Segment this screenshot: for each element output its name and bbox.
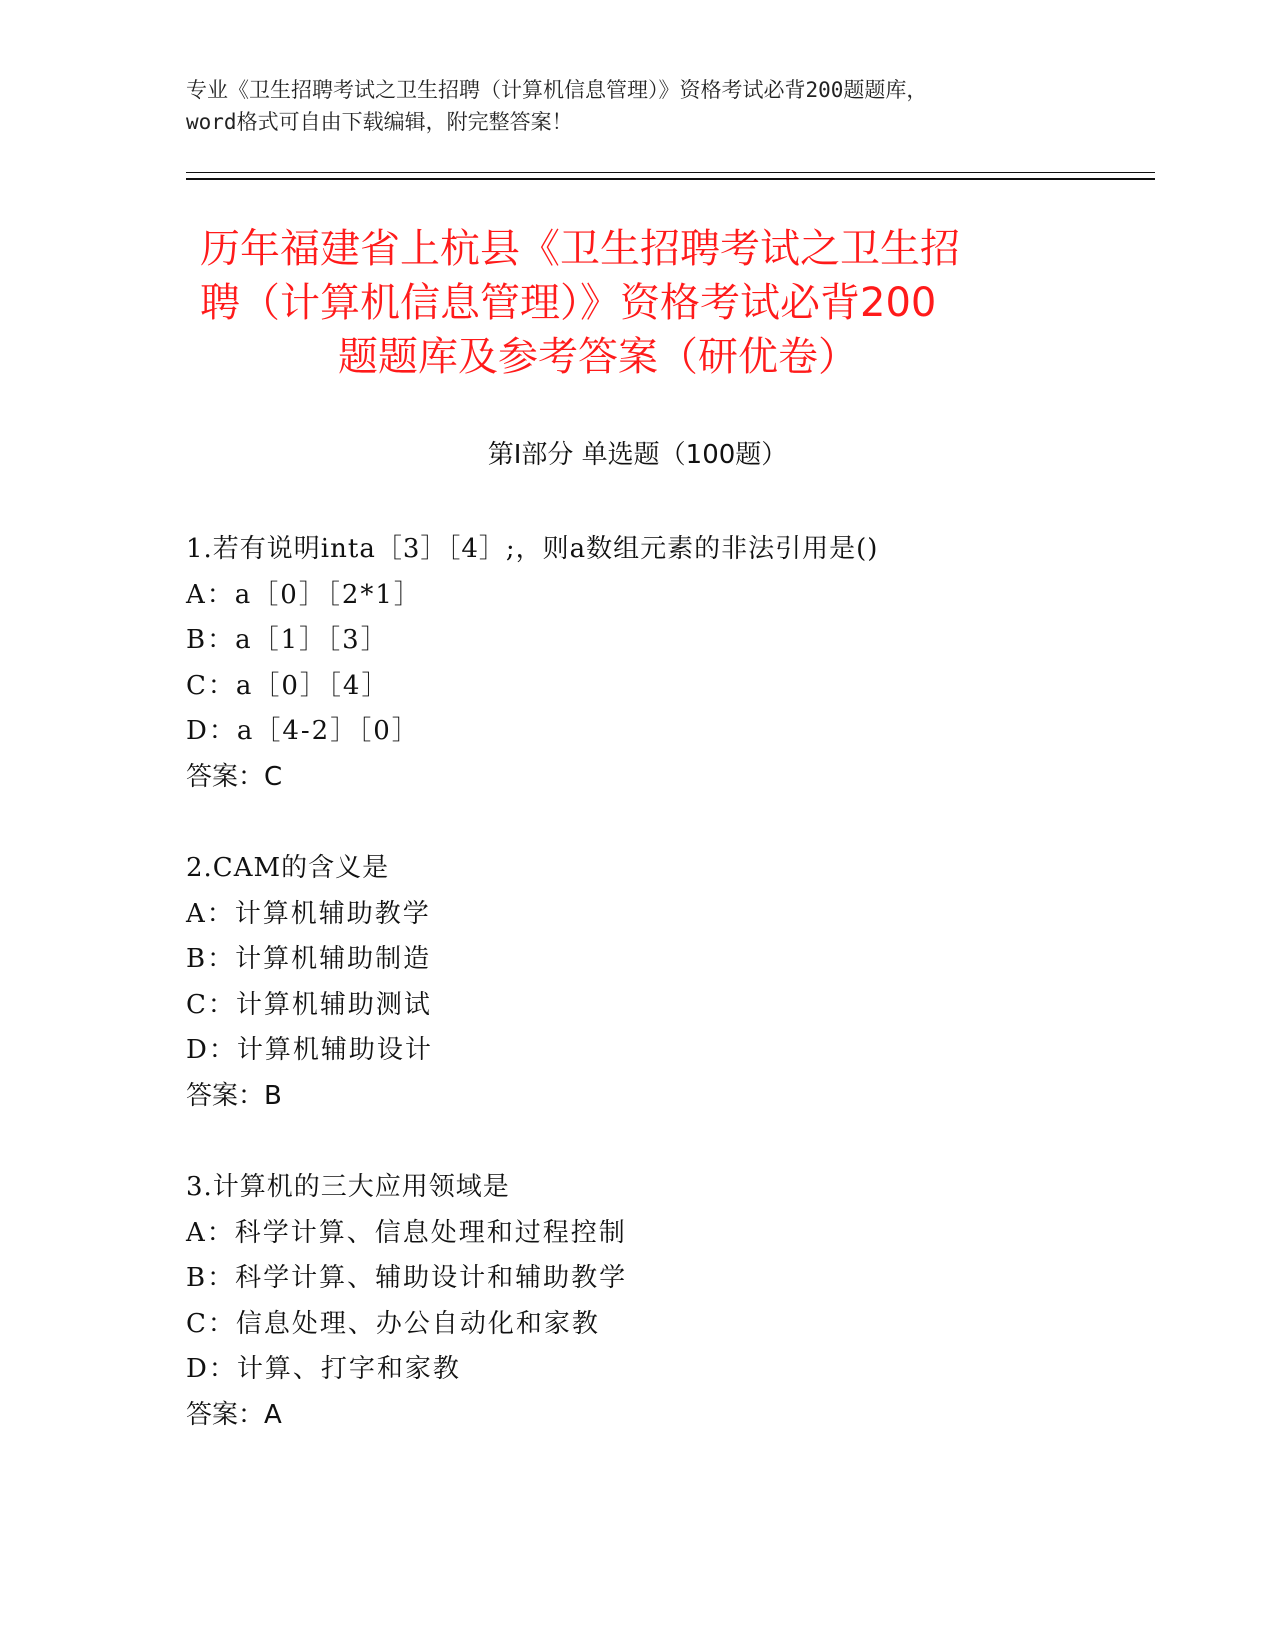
answer-line: 答案：A bbox=[186, 1399, 282, 1430]
header-note bbox=[186, 74, 1086, 138]
document-title-line-1: 历年福建省上杭县《卫生招聘考试之卫生招 bbox=[200, 226, 960, 272]
option-b: B：a［1］［3］ bbox=[186, 625, 389, 655]
answer-line: 答案：C bbox=[186, 761, 283, 792]
header-divider-thick bbox=[186, 178, 1155, 180]
section-heading: 第Ⅰ部分 单选题（100题） bbox=[487, 440, 788, 470]
question-item bbox=[186, 1165, 1146, 1438]
option-b: B：计算机辅助制造 bbox=[186, 944, 432, 974]
option-b: B：科学计算、辅助设计和辅助教学 bbox=[186, 1263, 628, 1293]
option-d: D：计算、打字和家教 bbox=[186, 1354, 461, 1384]
question-item bbox=[186, 527, 1146, 800]
option-c: C：a［0］［4］ bbox=[186, 670, 390, 701]
question-stem: 2.CAM的含义是 bbox=[186, 853, 390, 883]
header-divider-thin bbox=[186, 172, 1155, 173]
header-note-line-1: 专业《卫生招聘考试之卫生招聘（计算机信息管理）》资格考试必背200题题库， bbox=[186, 78, 928, 102]
document-title-line-3: 题题库及参考答案（研优卷） bbox=[338, 334, 858, 380]
option-d: D：a［4-2］［0］ bbox=[186, 716, 420, 746]
option-a: A：科学计算、信息处理和过程控制 bbox=[186, 1217, 627, 1248]
option-c: C：信息处理、办公自动化和家教 bbox=[186, 1308, 600, 1339]
document-title-line-2: 聘（计算机信息管理）》资格考试必背200 bbox=[200, 280, 937, 326]
option-c: C：计算机辅助测试 bbox=[186, 989, 432, 1020]
option-a: A：计算机辅助教学 bbox=[186, 898, 431, 929]
question-stem: 3.计算机的三大应用领域是 bbox=[186, 1172, 510, 1202]
header-note-line-2: word格式可自由下载编辑，附完整答案！ bbox=[186, 110, 573, 134]
question-list bbox=[186, 527, 1146, 1484]
answer-line: 答案：B bbox=[186, 1080, 282, 1111]
option-a: A：a［0］［2*1］ bbox=[186, 579, 422, 610]
option-d: D：计算机辅助设计 bbox=[186, 1035, 433, 1065]
question-stem: 1.若有说明inta［3］［4］;，则a数组元素的非法引用是() bbox=[186, 534, 879, 564]
question-item bbox=[186, 846, 1146, 1119]
document-title bbox=[186, 222, 1086, 384]
